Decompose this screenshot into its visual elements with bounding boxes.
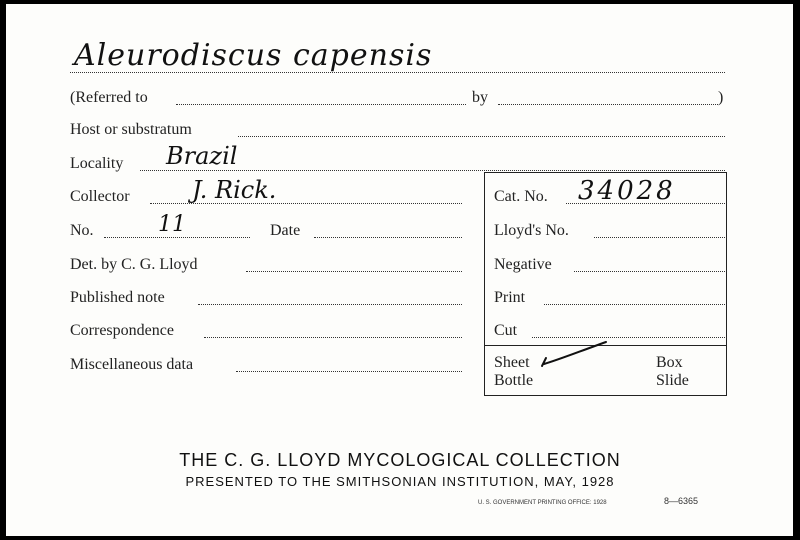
by-label: by — [472, 89, 488, 106]
no-label: No. — [70, 222, 94, 239]
checkmark-icon — [538, 338, 610, 374]
close-paren: ) — [718, 89, 724, 106]
slide-label: Slide — [656, 372, 689, 389]
collection-subtitle: PRESENTED TO THE SMITHSONIAN INSTITUTION, MAY, 1928 — [185, 474, 615, 489]
collector-handwritten: J. Rick. — [192, 176, 277, 204]
by-line — [498, 104, 718, 105]
collection-title: THE C. G. LLOYD MYCOLOGICAL COLLECTION — [179, 450, 621, 470]
published-line — [198, 304, 462, 305]
no-handwritten: 11 — [158, 212, 186, 237]
cut-label: Cut — [494, 322, 518, 339]
print-label: Print — [494, 289, 526, 306]
correspondence-line — [204, 337, 462, 338]
lloyds-no-line — [594, 237, 725, 238]
misc-line — [236, 371, 462, 372]
negative-line — [574, 271, 725, 272]
printing-office-text: U. S. GOVERNMENT PRINTING OFFICE: 1928 — [478, 500, 607, 506]
host-line — [238, 136, 725, 137]
lloyds-no-label: Lloyd's No. — [494, 222, 569, 239]
correspondence-label: Correspondence — [70, 322, 174, 339]
cat-no-handwritten: 34028 — [578, 176, 676, 206]
species-line — [70, 72, 725, 73]
locality-line — [140, 170, 725, 171]
species-handwritten: Aleurodiscus capensis — [74, 38, 433, 73]
bottle-label: Bottle — [494, 372, 534, 389]
form-number: 8—6365 — [664, 496, 699, 506]
collector-label: Collector — [70, 188, 130, 205]
locality-handwritten: Brazil — [166, 142, 238, 170]
negative-label: Negative — [494, 256, 552, 273]
box-label: Box — [656, 354, 683, 371]
det-line — [246, 271, 462, 272]
print-line — [544, 304, 725, 305]
locality-label: Locality — [70, 155, 124, 172]
sheet-label: Sheet — [494, 354, 530, 371]
host-label: Host or substratum — [70, 121, 192, 138]
date-label: Date — [270, 222, 301, 239]
no-line — [104, 237, 250, 238]
misc-label: Miscellaneous data — [70, 356, 194, 373]
referred-to-line — [176, 104, 466, 105]
referred-to-label: (Referred to — [70, 89, 148, 106]
date-line — [314, 237, 462, 238]
cat-no-label: Cat. No. — [494, 188, 548, 205]
det-label: Det. by C. G. Lloyd — [70, 256, 198, 273]
published-label: Published note — [70, 289, 165, 306]
